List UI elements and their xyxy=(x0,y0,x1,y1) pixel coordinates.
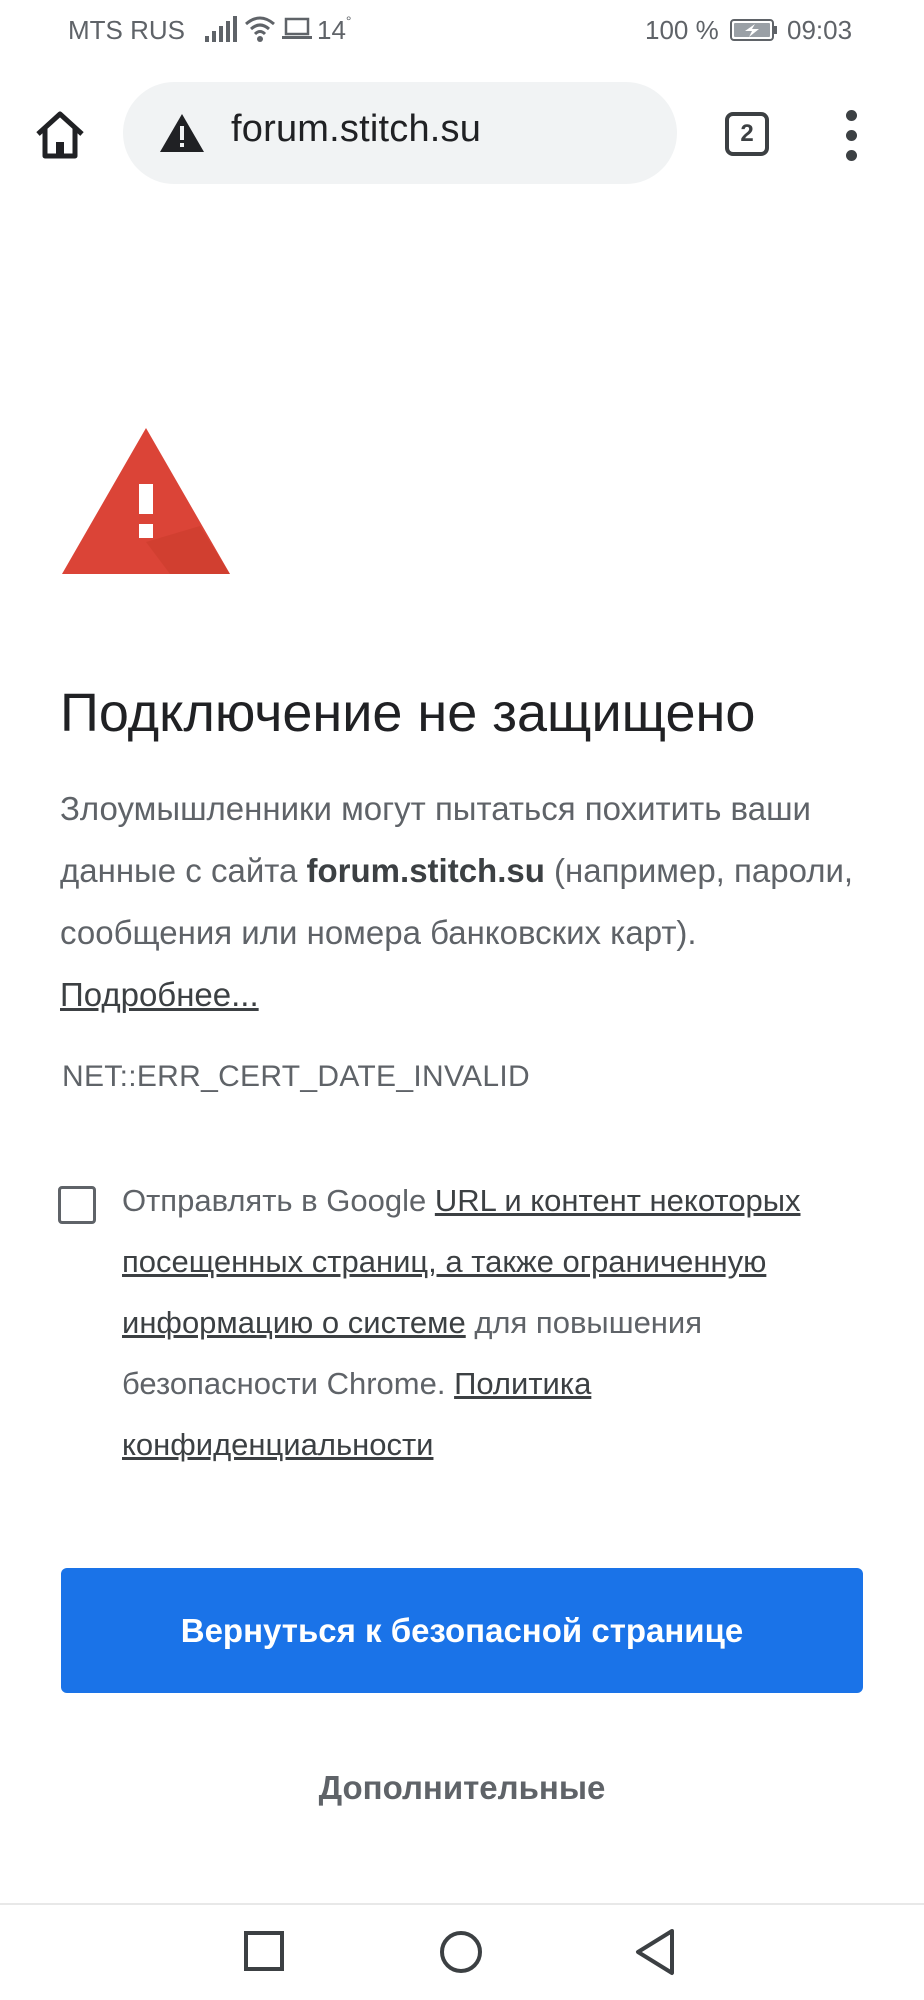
privacy-policy-link[interactable]: Политика конфиденциальности xyxy=(122,1366,592,1462)
status-bar xyxy=(0,0,924,64)
learn-more-link[interactable]: Подробнее... xyxy=(60,976,259,1013)
extended-reporting-label: Отправлять в Google URL и контент некоторых посещенных страниц, а также ограниченную информацию о системе для повышения безопасности Chrome. Политика конфиденциальности xyxy=(122,1183,801,1462)
reporting-details-link[interactable]: URL и контент некоторых посещенных страниц, а также ограниченную информацию о системе xyxy=(122,1183,801,1340)
url-text: forum.stitch.su xyxy=(231,108,482,150)
explanation-text: Злоумышленники могут пытаться похитить ваши данные с сайта forum.stitch.su (например, пароли, сообщения или номера банковских карт). Подробнее... xyxy=(60,790,854,1013)
page-title: Подключение не защищено xyxy=(60,683,756,743)
back-to-safety-button[interactable]: Вернуться к безопасной странице xyxy=(61,1568,863,1693)
laptop-icon xyxy=(282,16,312,42)
more-vert-icon[interactable] xyxy=(840,108,864,162)
battery-percent: 100 % xyxy=(645,15,719,45)
error-code: NET::ERR_CERT_DATE_INVALID xyxy=(62,1060,530,1093)
wifi-icon xyxy=(244,14,276,44)
system-nav-bar xyxy=(0,1905,924,2000)
temperature-label: 14° xyxy=(317,13,352,45)
tab-switcher-button[interactable]: 2 xyxy=(725,112,769,156)
danger-warning-icon xyxy=(60,426,232,576)
extended-reporting-checkbox[interactable] xyxy=(58,1186,96,1224)
battery-charging-icon xyxy=(730,18,778,42)
not-secure-warning-icon[interactable] xyxy=(159,112,205,154)
back-triangle-icon[interactable] xyxy=(632,1927,678,1977)
signal-icon xyxy=(204,14,238,44)
browser-toolbar xyxy=(0,64,924,204)
clock: 09:03 xyxy=(787,15,853,45)
advanced-button[interactable]: Дополнительные xyxy=(262,1758,662,1818)
site-domain: forum.stitch.su xyxy=(306,852,545,889)
carrier-label: MTS RUS xyxy=(68,15,185,45)
omnibox[interactable] xyxy=(123,82,677,184)
home-icon[interactable] xyxy=(28,102,92,166)
home-circle-icon[interactable] xyxy=(438,1929,484,1975)
recents-square-icon[interactable] xyxy=(242,1929,286,1973)
